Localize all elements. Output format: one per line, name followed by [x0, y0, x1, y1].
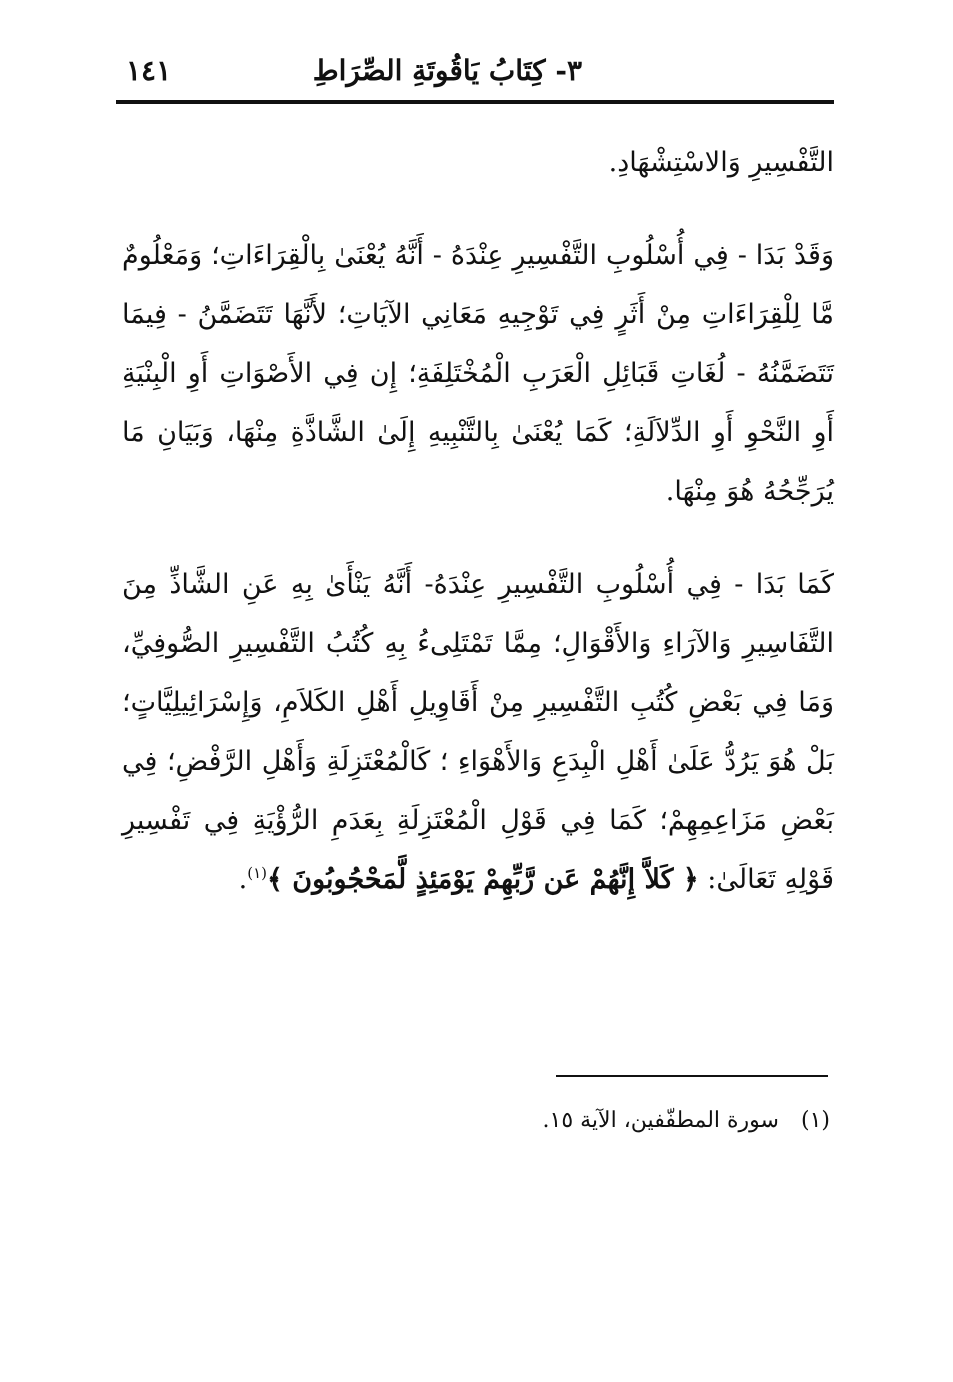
quran-verse: ﴿ كَلاَّ إِنَّهُمْ عَن رَّبِّهِمْ يَوْمَئِذٍ لَّمَحْجُوبُونَ ﴾ — [267, 864, 699, 895]
paragraph-gap — [122, 192, 834, 226]
verse-end: . — [238, 864, 248, 895]
paragraph-1: التَّفْسِيرِ وَالاسْتِشْهَادِ. — [608, 147, 834, 178]
page-number: ١٤١ — [126, 54, 172, 87]
paragraph-2: وَقَدْ بَدَا - فِي أُسْلُوبِ التَّفْسِيرِ عِنْدَهُ - أَنَّهُ يُعْنَىٰ بِالْقِرَاءَاتِ؛ وَمَعْلُومٌ مَّا لِلْقِرَاءَاتِ مِنْ أَثَرٍ فِي تَوْجِيهِ مَعَانِي الآيَاتِ؛ لأَنَّهَا تَتَضَمَّنُ - فِيمَا تَتَضَمَّنُهُ - لُغَاتِ قَبَائِلِ الْعَرَبِ الْمُخْتَلِفَةِ؛ إِن فِي الأَصْوَاتِ أَوِ الْبِنْيَةِ أَوِ النَّحْوِ أَوِ الدِّلاَلَةِ؛ كَمَا يُعْنَىٰ بِالتَّنْبِيهِ إِلَىٰ الشَّاذَّةِ مِنْهَا، وَبَيَانِ مَا يُرَجِّحُهُ هُوَ مِنْهَا. — [122, 240, 834, 507]
footnote-text: سورة المطفّفين، الآية ١٥. — [542, 1108, 779, 1133]
paragraph-3 — [122, 555, 834, 909]
chapter-title: ٣- كِتَابُ يَاقُوتَةِ الصِّرَاطِ — [312, 54, 582, 87]
footnote-ref: (١) — [247, 864, 268, 882]
paragraph-gap — [122, 521, 834, 555]
header-rule — [116, 100, 834, 104]
paragraph-3-text: كَمَا بَدَا - فِي أُسْلُوبِ التَّفْسِيرِ عِنْدَهُ- أَنَّهُ يَنْأَىٰ بِهِ عَنِ الشَّاذِّ مِنَ التَّفَاسِيرِ وَالآرَاءِ وَالأَقْوَالِ؛ مِمَّا تَمْتَلِىءُ بِهِ كُتُبُ التَّفْسِيرِ الصُّوفِيِّ، وَمَا فِي بَعْضِ كُتُبِ التَّفْسِيرِ مِنْ أَقَاوِيلِ أَهْلِ الكَلاَمِ، وَإِسْرَائِيلِيَّاتٍ؛ بَلْ هُوَ يَرُدُّ عَلَىٰ أَهْلِ الْبِدَعِ وَالأَهْوَاءِ ؛ كَالْمُعْتَزِلَةِ وَأَهْلِ الرَّفْضِ؛ فِي بَعْضِ مَزَاعِمِهِمْ؛ كَمَا فِي قَوْلِ الْمُعْتَزِلَةِ بِعَدَمِ الرُّؤْيَةِ فِي تَفْسِيرِ قَوْلِهِ تَعَالَىٰ: — [122, 569, 834, 895]
page-header — [116, 52, 832, 98]
footnote — [400, 1108, 830, 1133]
body-text — [122, 133, 834, 909]
footnote-number: (١) — [800, 1108, 830, 1133]
footnote-rule — [556, 1075, 828, 1077]
